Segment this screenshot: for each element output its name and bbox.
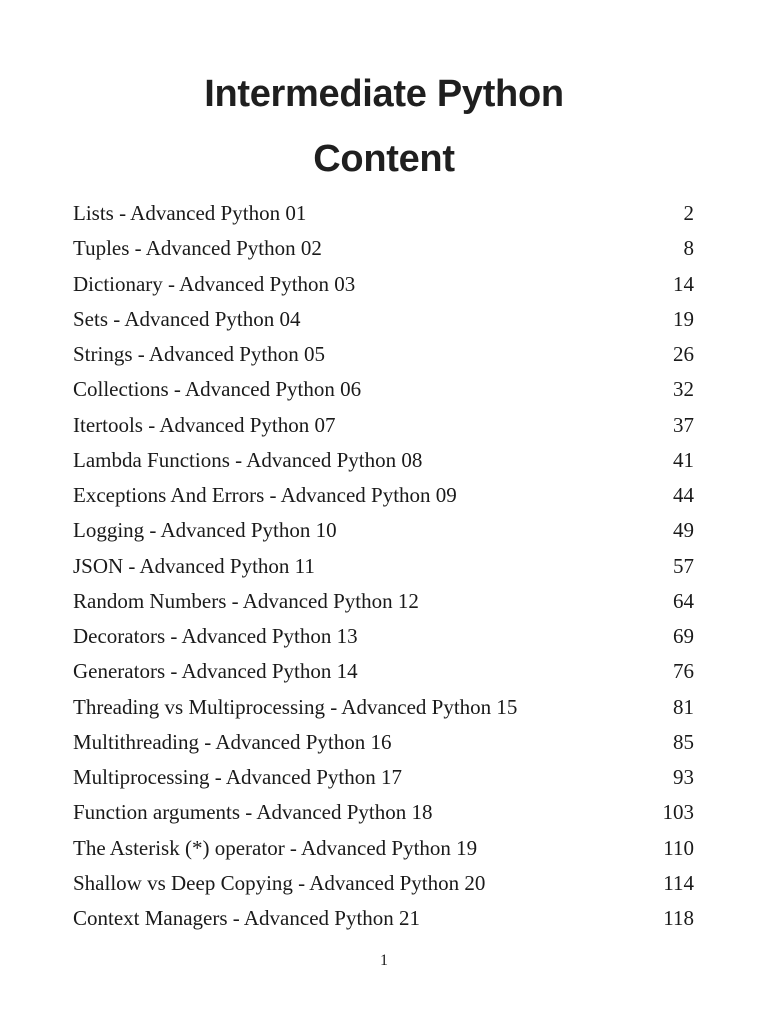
toc-entry-page: 76 — [673, 659, 694, 684]
toc-entry-page: 19 — [673, 306, 694, 331]
page-number: 1 — [380, 952, 388, 969]
toc-entry — [73, 372, 694, 407]
toc-entry-page: 69 — [673, 624, 694, 648]
toc-entry-page: 32 — [673, 377, 694, 402]
toc-entry-page: 81 — [673, 694, 694, 719]
toc-entry-page: 93 — [673, 765, 694, 789]
toc-entry-title: Threading vs Multiprocessing - Advanced Python 15 — [73, 694, 518, 719]
toc-entry-title: Exceptions And Errors - Advanced Python 09 — [73, 483, 457, 507]
contents-heading: Content — [313, 138, 455, 180]
toc-entry-title: Logging - Advanced Python 10 — [73, 518, 337, 543]
toc-entry-title: Strings - Advanced Python 05 — [73, 342, 325, 366]
toc-entry-title: Shallow vs Deep Copying - Advanced Python 20 — [73, 870, 486, 895]
toc-entry-page: 26 — [673, 342, 694, 366]
toc-entry — [73, 690, 694, 725]
toc-entry — [73, 619, 694, 654]
toc-entry-title: Multithreading - Advanced Python 16 — [73, 729, 392, 754]
toc-entry-title: Collections - Advanced Python 06 — [73, 377, 362, 402]
toc-entry-title: Context Managers - Advanced Python 21 — [73, 906, 421, 930]
toc-entry — [73, 478, 694, 513]
toc-entry — [73, 795, 694, 830]
toc-entry-page: 57 — [673, 553, 694, 578]
toc-entry — [73, 231, 694, 266]
toc-entry — [73, 513, 694, 548]
toc-entry-title: Itertools - Advanced Python 07 — [73, 412, 336, 437]
toc-entry-title: Generators - Advanced Python 14 — [73, 659, 358, 684]
toc-entry-page: 49 — [673, 518, 694, 543]
toc-entry-page: 114 — [663, 870, 694, 895]
toc-entry-page: 64 — [673, 588, 694, 613]
toc-entry-page: 41 — [673, 447, 694, 472]
toc-entry — [73, 549, 694, 584]
toc-entry — [73, 866, 694, 901]
toc-entry-page: 85 — [673, 729, 694, 754]
toc-entry — [73, 654, 694, 689]
toc-entry — [73, 584, 694, 619]
toc-entry — [73, 901, 694, 936]
toc-entry-page: 37 — [673, 412, 694, 437]
toc-entry — [73, 337, 694, 372]
toc-entry-title: Sets - Advanced Python 04 — [73, 306, 301, 331]
toc-entry-title: Random Numbers - Advanced Python 12 — [73, 588, 419, 613]
toc-entry-title: Decorators - Advanced Python 13 — [73, 624, 358, 648]
toc-entry-title: JSON - Advanced Python 11 — [73, 553, 315, 578]
toc-entry-title: Multiprocessing - Advanced Python 17 — [73, 765, 402, 789]
toc-entry — [73, 408, 694, 443]
toc-entry-title: Lambda Functions - Advanced Python 08 — [73, 447, 423, 472]
table-of-contents — [73, 196, 694, 936]
toc-entry-page: 118 — [663, 906, 694, 930]
toc-entry-page: 110 — [663, 835, 694, 860]
toc-entry — [73, 196, 694, 231]
toc-entry-title: Function arguments - Advanced Python 18 — [73, 800, 433, 825]
toc-entry — [73, 267, 694, 302]
toc-entry-page: 44 — [673, 483, 694, 507]
toc-entry-page: 103 — [662, 800, 694, 825]
toc-entry — [73, 725, 694, 760]
toc-entry-page: 2 — [683, 201, 694, 225]
toc-entry — [73, 302, 694, 337]
toc-entry — [73, 760, 694, 795]
toc-entry-title: Tuples - Advanced Python 02 — [73, 236, 322, 261]
toc-entry-title: The Asterisk (*) operator - Advanced Python 19 — [73, 835, 478, 860]
document-title: Intermediate Python — [204, 73, 564, 115]
toc-entry — [73, 443, 694, 478]
toc-entry-page: 8 — [683, 236, 694, 261]
toc-entry-title: Lists - Advanced Python 01 — [73, 201, 307, 225]
toc-entry — [73, 831, 694, 866]
toc-entry-title: Dictionary - Advanced Python 03 — [73, 271, 356, 296]
toc-entry-page: 14 — [673, 271, 694, 296]
